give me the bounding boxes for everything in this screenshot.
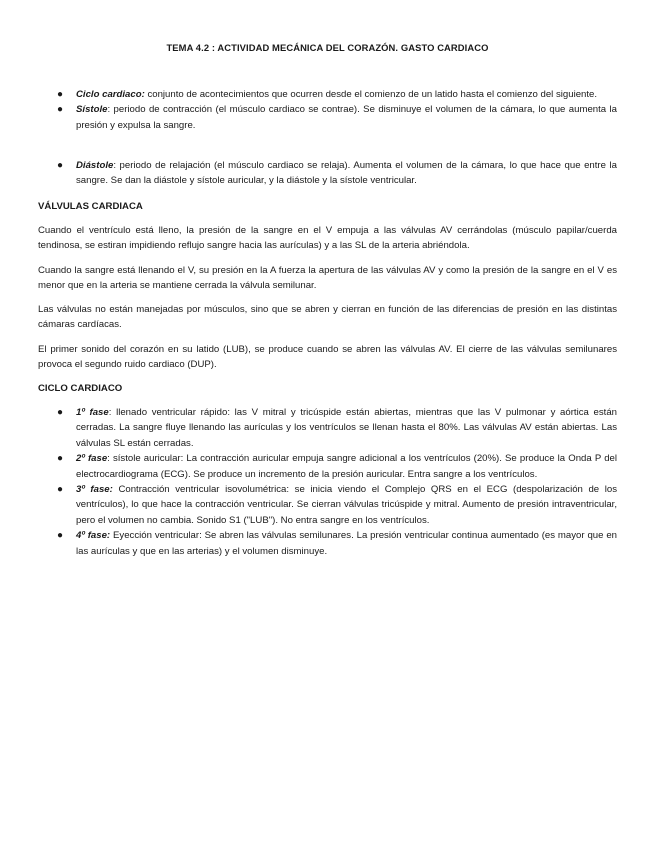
definitions-list <box>38 87 617 133</box>
paragraph: Cuando la sangre está llenando el V, su presión en la A fuerza la apertura de las válvulas AV y como la presión de la sangre en el V es menor que en la arteria se mantiene cerrada la válvula semilunar. <box>38 265 617 292</box>
term: Ciclo cardiaco: <box>76 89 145 100</box>
list-item <box>38 102 617 133</box>
bullet-icon: ● <box>57 453 64 465</box>
term: Diástole <box>76 160 114 171</box>
definition-text: : periodo de relajación (el músculo cardiaco se relaja). Aumenta el volumen de la cámara, lo que hace que entre la sangre. Se dan la diástole y sístole auricular, y la diástole y la sístole ventricular. <box>76 160 617 187</box>
bullet-icon: ● <box>57 89 64 100</box>
phase-text: Eyección ventricular: Se abren las válvulas semilunares. La presión ventricular continua aumentado (es mayor que en las aurículas y que en las arterias) y el volumen disminuye. <box>76 530 618 557</box>
section-heading-valvulas: VÁLVULAS CARDIACA <box>38 201 143 212</box>
list-item <box>38 528 617 559</box>
term: 1º fase <box>76 407 109 418</box>
paragraph: El primer sonido del corazón en su latido (LUB), se produce cuando se abren las válvulas AV. El cierre de las válvulas semilunares provoca el segundo ruido cardiaco (DUP). <box>38 344 617 371</box>
phases-list <box>38 405 617 559</box>
page-title: TEMA 4.2 : ACTIVIDAD MECÁNICA DEL CORAZÓN. GASTO CARDIACO <box>166 42 489 53</box>
list-item <box>38 405 617 451</box>
list-item <box>38 87 617 102</box>
bullet-icon: ● <box>57 530 64 542</box>
term: 3º fase: <box>76 484 113 496</box>
term: 4º fase: <box>76 530 111 542</box>
bullet-icon: ● <box>57 160 64 171</box>
list-item <box>38 482 617 528</box>
paragraph: Las válvulas no están manejadas por músculos, sino que se abren y cierran en función de las diferencias de presión en las distintas cámaras cardíacas. <box>38 304 617 331</box>
definitions-list-2 <box>38 158 617 189</box>
paragraph: Cuando el ventrículo está lleno, la presión de la sangre en el V empuja a las válvulas AV cerrándolas (músculo papilar/cuerda tendinosa, se estiran impidiendo reflujo sangre hacia las aurículas) y a las SL de la arteria abriéndola. <box>38 225 617 252</box>
phase-text: : llenado ventricular rápido: las V mitral y tricúspide están abiertas, mientras que las V pulmonar y aórtica están cerradas. La sangre fluye llenando las aurículas y los ventrículos se llenan hasta el 80%. Las válvulas AV están abiertas. Las válvulas SL están cerradas. <box>76 407 617 449</box>
section-heading-ciclo: CICLO CARDIACO <box>38 383 123 394</box>
definition-text: conjunto de acontecimientos que ocurren desde el comienzo de un latido hasta el comienzo del siguiente. <box>144 89 598 100</box>
phase-text: Contracción ventricular isovolumétrica: se inicia viendo el Complejo QRS en el ECG (despolarización de los ventrículos), lo que hace la contracción ventricular. Se cierran válvulas tricúspide y mitral. Aumento de presión intraventricular, pero el volumen no cambia. Sonido S1 ("LUB"). No entra sangre en los ventrículos. <box>76 484 617 526</box>
bullet-icon: ● <box>57 104 64 116</box>
bullet-icon: ● <box>57 407 64 418</box>
term: Sístole <box>76 104 108 116</box>
list-item <box>38 451 617 482</box>
list-item <box>38 158 617 189</box>
phase-text: : sístole auricular: La contracción auricular empuja sangre adicional a los ventrículos (20%). Se produce la Onda P del electrocardiograma (ECG). Se produce un incremento de la presión auricular. Entra sangre a los ventrículos. <box>76 453 617 480</box>
definition-text: : periodo de contracción (el músculo cardiaco se contrae). Se disminuye el volumen de la cámara, lo que aumenta la presión y expulsa la sangre. <box>76 104 617 131</box>
bullet-icon: ● <box>57 484 64 496</box>
term: 2º fase <box>76 453 108 465</box>
